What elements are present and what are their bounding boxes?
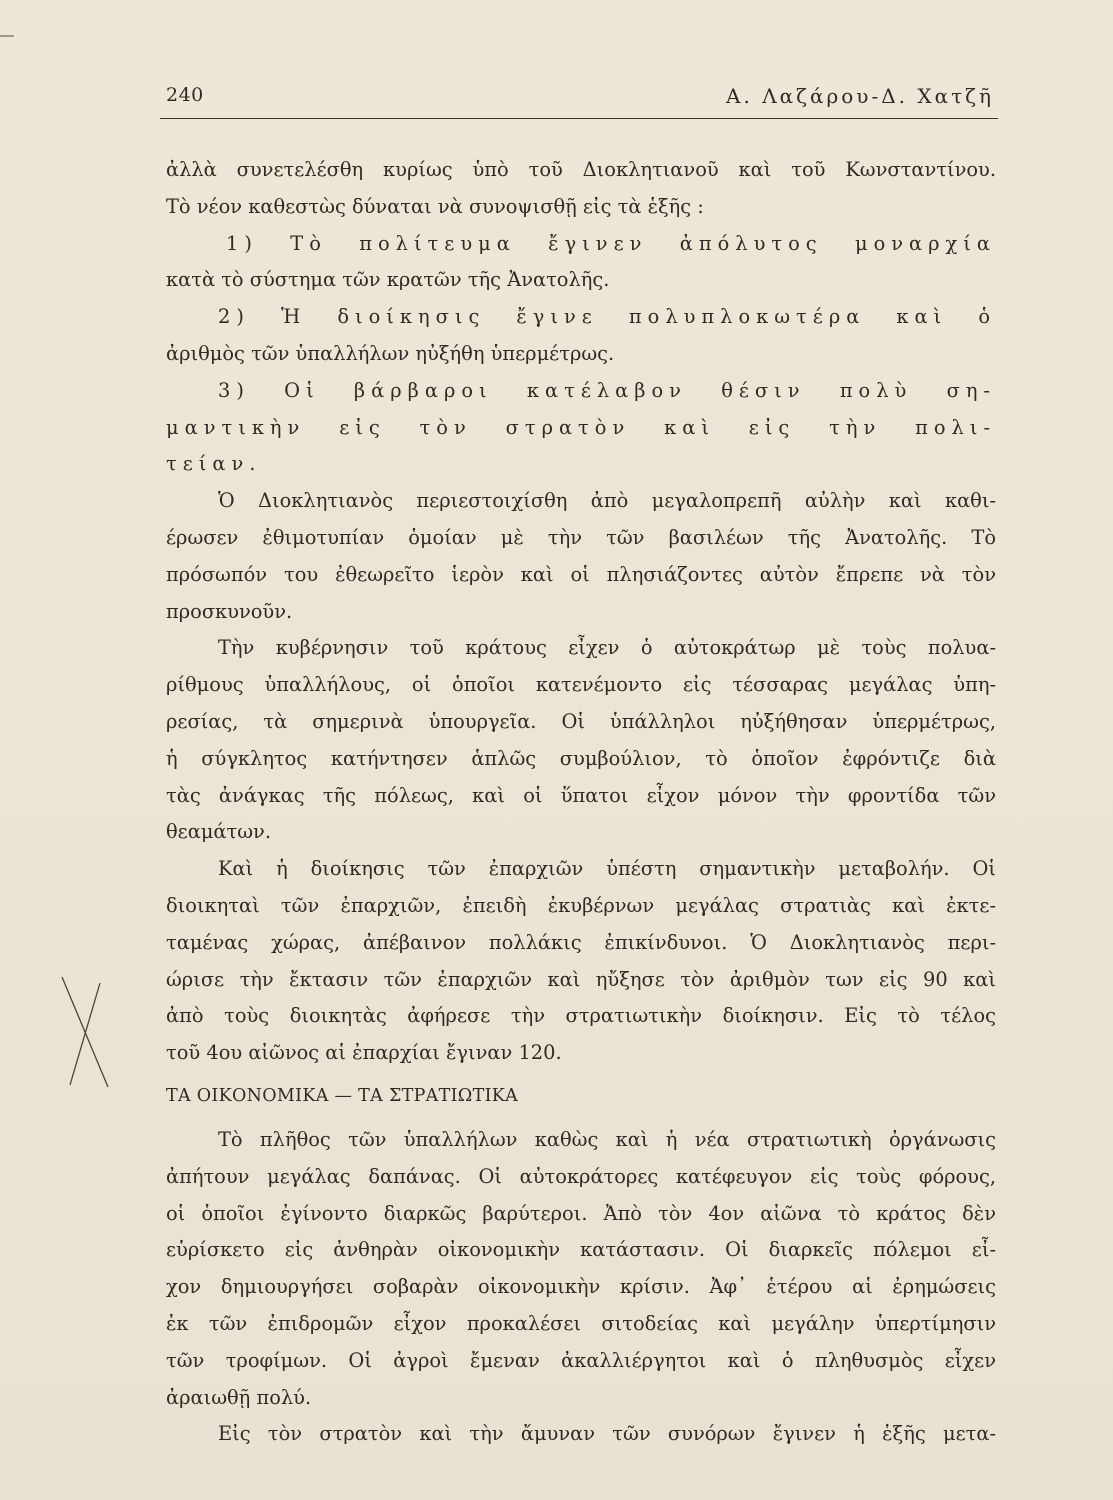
text-line: εὑρίσκετο εἰς ἀνθηρὰν οἰκονομικὴν κατάστασιν. Οἱ διαρκεῖς πόλεμοι εἶ-	[166, 1238, 996, 1262]
edge-mark	[0, 0, 30, 40]
page-number: 240	[166, 84, 204, 106]
header-rule	[160, 118, 998, 119]
text-line: ἀραιωθῇ πολύ.	[166, 1385, 312, 1409]
text-line: χον δημιουργήσει σοβαρὰν οἰκονομικὴν κρίσιν. Ἀφ᾿ ἑτέρου αἱ ἐρημώσεις	[166, 1275, 996, 1299]
text-line: ἐκ τῶν ἐπιδρομῶν εἶχον προκαλέσει σιτοδείας καὶ μεγάλην ὑπερτίμησιν	[166, 1311, 996, 1335]
text-line: ἀπήτουν μεγάλας δαπάνας. Οἱ αὐτοκράτορες κατέφευγον εἰς τοὺς φόρους,	[166, 1164, 996, 1188]
running-head: Α. Λαζάρου-Δ. Χατζῆ	[726, 84, 994, 108]
text-line: Εἰς τὸν στρατὸν καὶ τὴν ἄμυναν τῶν συνόρων ἔγινεν ἡ ἑξῆς μετα-	[218, 1422, 996, 1446]
text-line: Τὴν κυβέρνησιν τοῦ κράτους εἶχεν ὁ αὐτοκράτωρ μὲ τοὺς πολυα-	[218, 636, 996, 660]
text-line: πρόσωπόν του ἐθεωρεῖτο ἱερὸν καὶ οἱ πλησιάζοντες αὐτὸν ἔπρεπε νὰ τὸν	[166, 562, 996, 586]
text-line: τὰς ἀνάγκας τῆς πόλεως, καὶ οἱ ὕπατοι εἶχον μόνον τὴν φροντίδα τῶν	[166, 783, 996, 807]
text-line: ρεσίας, τὰ σημερινὰ ὑπουργεῖα. Οἱ ὑπάλληλοι ηὐξήθησαν ὑπερμέτρως,	[166, 709, 996, 733]
text-line: μαντικὴν εἰς τὸν στρατὸν καὶ εἰς τὴν πολι-	[166, 415, 996, 439]
text-line: ἀλλὰ συνετελέσθη κυρίως ὑπὸ τοῦ Διοκλητιανοῦ καὶ τοῦ Κωνσταντίνου.	[166, 158, 996, 181]
page-header	[166, 80, 996, 110]
text-line: τείαν.	[166, 452, 262, 476]
text-line: Τὸ πλῆθος τῶν ὑπαλλήλων καθὼς καὶ ἡ νέα στρατιωτικὴ ὀργάνωσις	[218, 1127, 996, 1151]
text-line: τοῦ 4ου αἰῶνος αἱ ἐπαρχίαι ἔγιναν 120.	[166, 1041, 562, 1065]
text-line: ἀπὸ τοὺς διοικητὰς ἀφήρεσε τὴν στρατιωτικὴν διοίκησιν. Εἰς τὸ τέλος	[166, 1004, 996, 1028]
text-line: κατὰ τὸ σύστημα τῶν κρατῶν τῆς Ἀνατολῆς.	[166, 268, 610, 292]
text-line: οἱ ὁποῖοι ἐγίνοντο διαρκῶς βαρύτεροι. Ἀπὸ τὸν 4ον αἰῶνα τὸ κράτος δὲν	[166, 1201, 996, 1225]
text-line: ἡ σύγκλητος κατήντησεν ἁπλῶς συμβούλιον, τὸ ὁποῖον ἐφρόντιζε διὰ	[166, 746, 996, 770]
text-line: ἀριθμὸς τῶν ὑπαλλήλων ηὐξήθη ὑπερμέτρως.	[166, 341, 615, 365]
text-line: 1) Τὸ πολίτευμα ἔγινεν ἀπόλυτος μοναρχία	[226, 231, 996, 255]
margin-cross-mark	[60, 975, 110, 1090]
text-line: ταμένας χώρας, ἀπέβαινον πολλάκις ἐπικίνδυνοι. Ὁ Διοκλητιανὸς περι-	[166, 930, 996, 954]
text-line: τῶν τροφίμων. Οἱ ἀγροὶ ἔμεναν ἀκαλλιέργητοι καὶ ὁ πληθυσμὸς εἶχεν	[166, 1348, 996, 1372]
text-line: θεαμάτων.	[166, 820, 272, 844]
text-line: 3) Οἱ βάρβαροι κατέλαβον θέσιν πολὺ ση-	[218, 378, 996, 402]
text-line: διοικηταὶ τῶν ἐπαρχιῶν, ἐπειδὴ ἐκυβέρνων μεγάλας στρατιὰς καὶ ἐκτε-	[166, 893, 996, 917]
page-body	[166, 152, 996, 1453]
text-line: Ὁ Διοκλητιανὸς περιεστοιχίσθη ἀπὸ μεγαλοπρεπῆ αὐλὴν καὶ καθι-	[218, 489, 996, 513]
text-line: προσκυνοῦν.	[166, 599, 293, 623]
section-heading: ΤΑ ΟΙΚΟΝΟΜΙΚΑ — ΤΑ ΣΤΡΑΤΙΩΤΙΚΑ	[166, 1085, 519, 1106]
text-line: έρωσεν ἐθιμοτυπίαν ὁμοίαν μὲ τὴν τῶν βασιλέων τῆς Ἀνατολῆς. Τὸ	[166, 525, 996, 549]
text-line: Καὶ ἡ διοίκησις τῶν ἐπαρχιῶν ὑπέστη σημαντικὴν μεταβολήν. Οἱ	[218, 857, 996, 881]
text-line: ώρισε τὴν ἔκτασιν τῶν ἐπαρχιῶν καὶ ηὔξησε τὸν ἀριθμὸν των εἰς 90 καὶ	[166, 967, 996, 991]
text-line: 2) Ἡ διοίκησις ἔγινε πολυπλοκωτέρα καὶ ὁ	[218, 305, 996, 329]
text-line: ρίθμους ὑπαλλήλους, οἱ ὁποῖοι κατενέμοντο εἰς τέσσαρας μεγάλας ὑπη-	[166, 673, 996, 697]
text-line: Τὸ νέον καθεστὼς δύναται νὰ συνοψισθῇ εἰς τὰ ἑξῆς :	[166, 194, 704, 218]
